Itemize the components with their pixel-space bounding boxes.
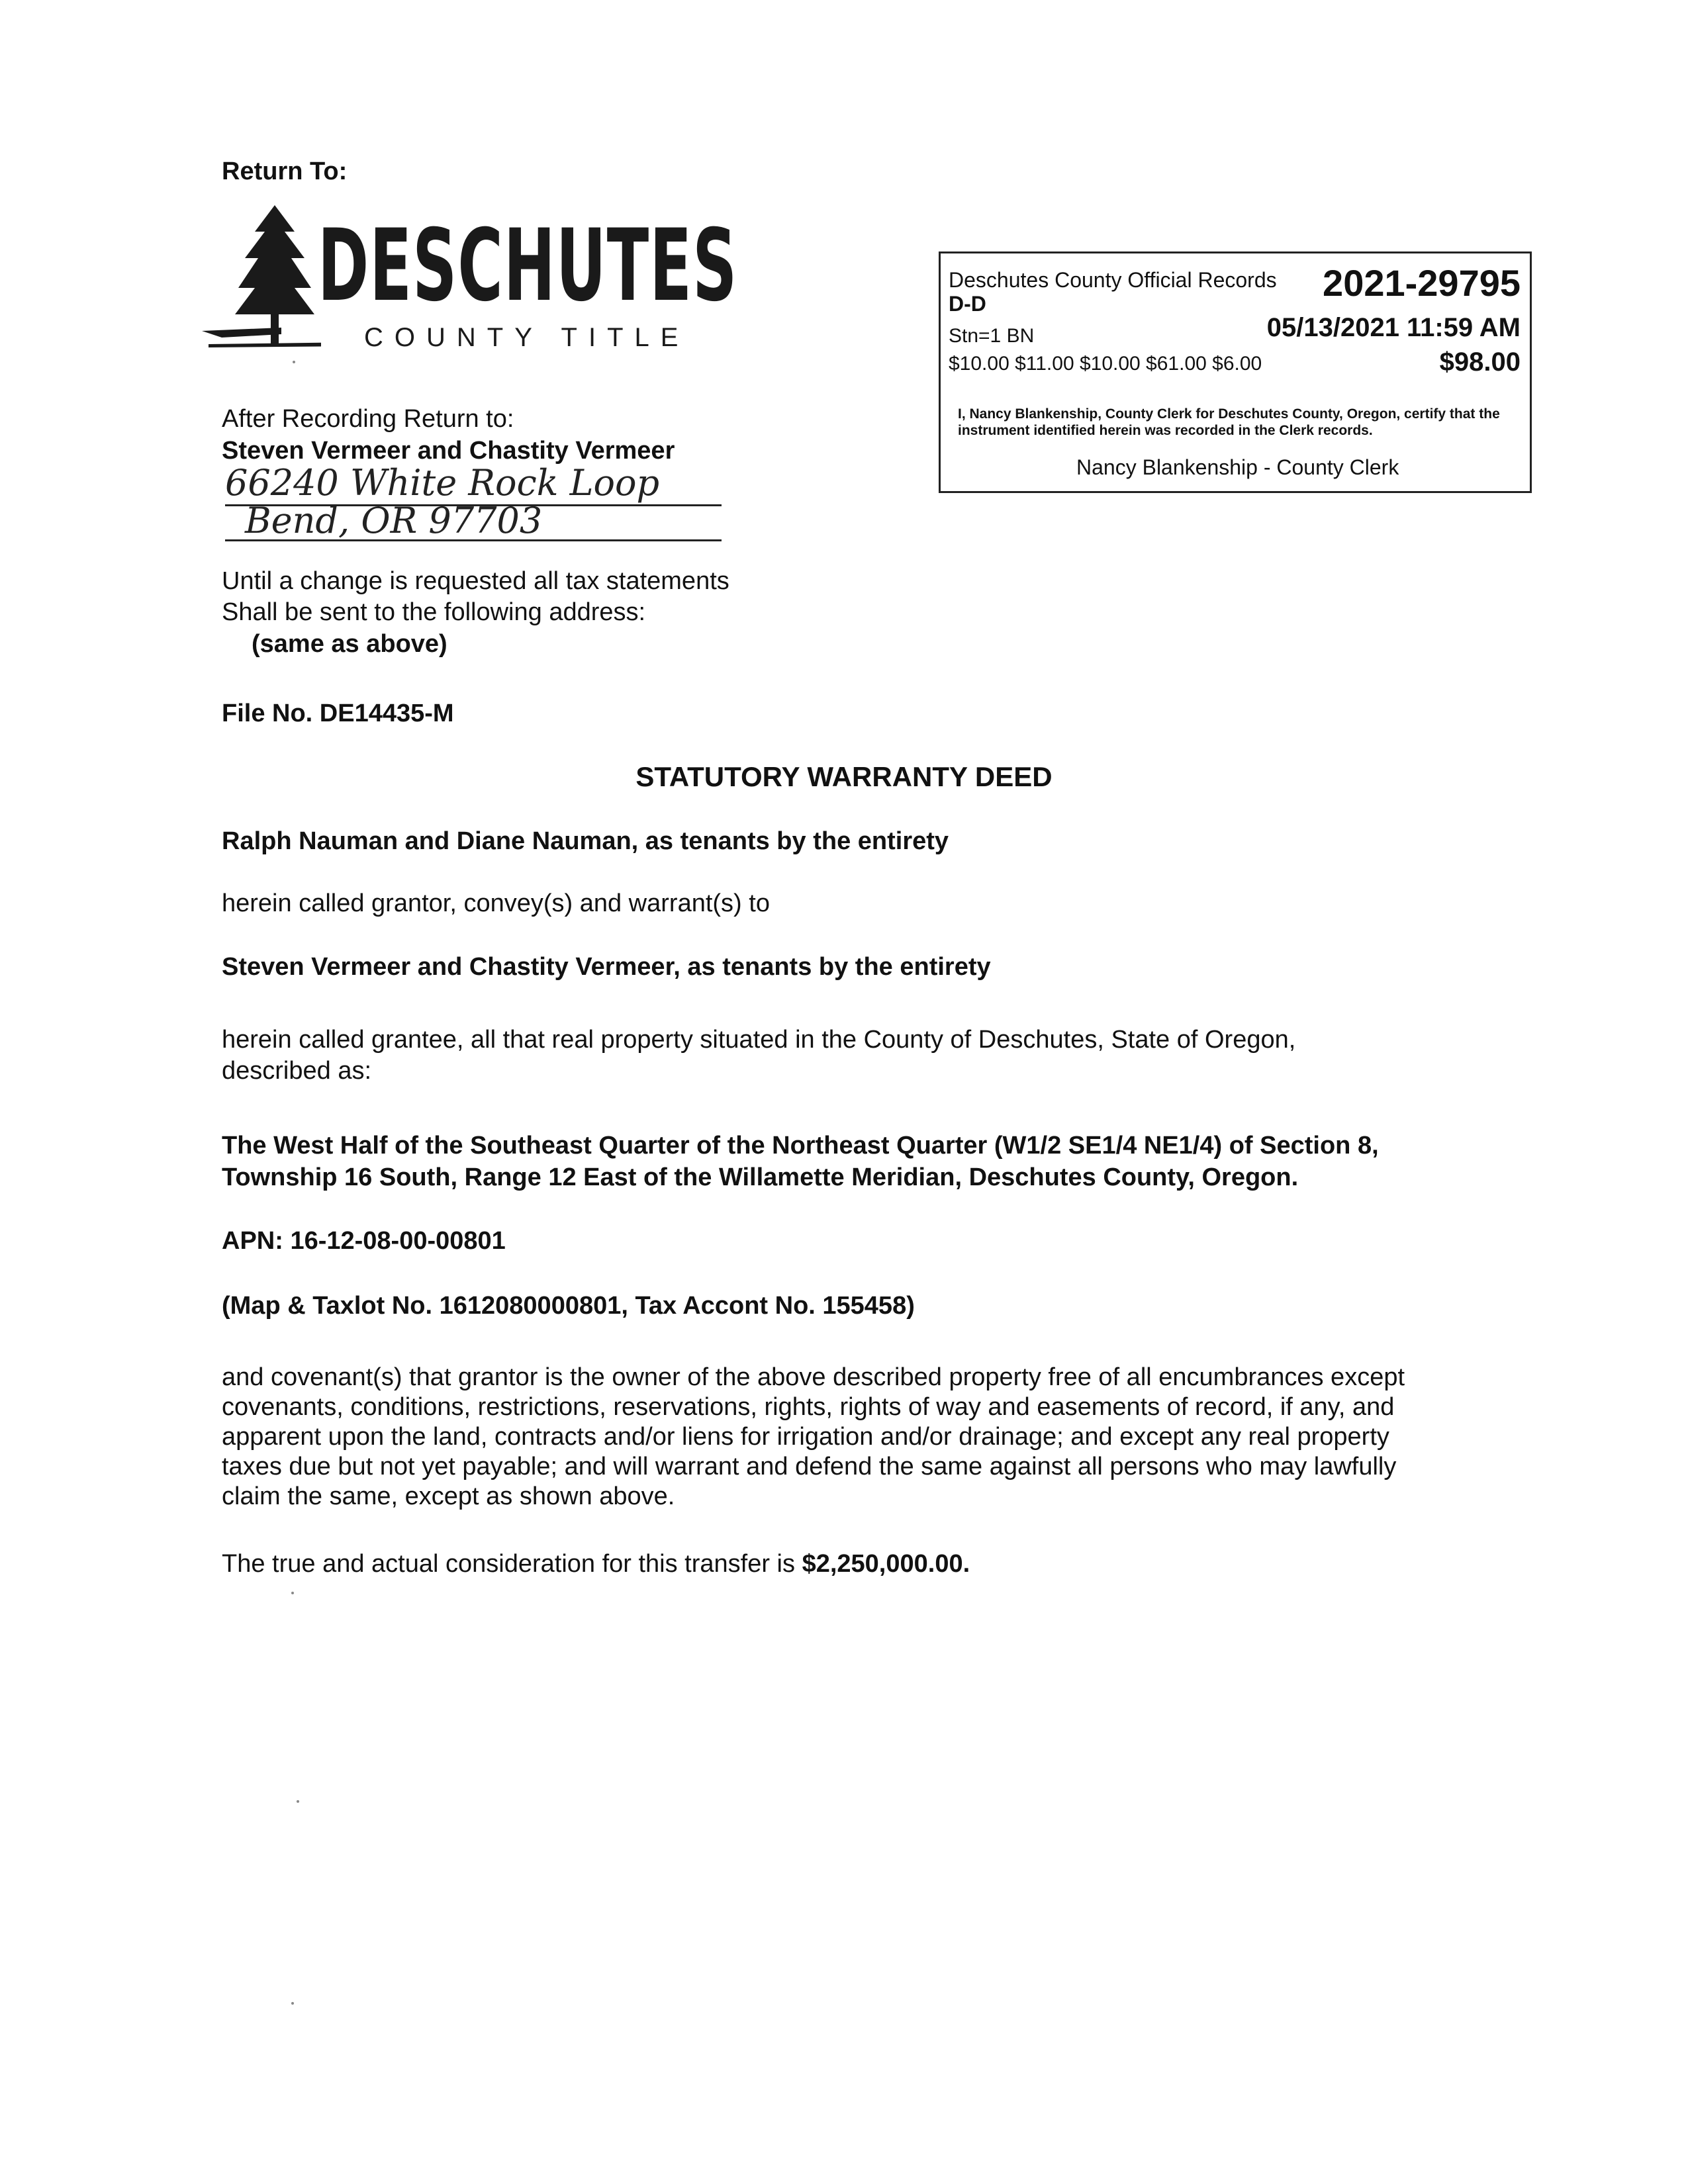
consideration-text: The true and actual consideration for this transfer is	[222, 1550, 796, 1578]
recording-stamp	[939, 251, 1532, 493]
legal-description-line1: The West Half of the Southeast Quarter of the Northeast Quarter (W1/2 SE1/4 NE1/4) of Section 8,	[222, 1132, 1379, 1160]
records-office: Deschutes County Official Records	[949, 268, 1277, 292]
consideration-statement	[222, 1549, 1519, 1579]
fee-total: $98.00	[1439, 347, 1521, 377]
consideration-amount: $2,250,000.00.	[802, 1550, 970, 1578]
taxlot-info: (Map & Taxlot No. 1612080000801, Tax Accont No. 155458)	[222, 1292, 915, 1320]
covenant-line3: apparent upon the land, contracts and/or liens for irrigation and/or drainage; and except any real property	[222, 1423, 1389, 1451]
tree-icon	[202, 202, 321, 347]
legal-description-line2: Township 16 South, Range 12 East of the Willamette Meridian, Deschutes County, Oregon.	[222, 1163, 1299, 1191]
return-to-label: Return To:	[222, 158, 348, 185]
tax-statement-line1: Until a change is requested all tax statements	[222, 567, 729, 595]
return-names: Steven Vermeer and Chastity Vermeer	[222, 437, 675, 465]
grantor-names: Ralph Nauman and Diane Nauman, as tenants by the entirety	[222, 827, 949, 855]
station: Stn=1 BN	[949, 325, 1035, 347]
scan-speck	[293, 361, 295, 363]
grantee-clause-line1: herein called grantee, all that real property situated in the County of Deschutes, State of Oregon,	[222, 1026, 1296, 1054]
scan-speck	[291, 1592, 294, 1594]
scan-speck	[291, 2002, 294, 2005]
document-type: D-D	[949, 292, 986, 316]
logo-subtitle: COUNTY TITLE	[364, 323, 690, 352]
deschutes-county-title-logo	[202, 202, 738, 374]
grantee-names: Steven Vermeer and Chastity Vermeer, as tenants by the entirety	[222, 953, 991, 981]
covenant-line1: and covenant(s) that grantor is the owner of the above described property free of all encumbrances except	[222, 1363, 1405, 1391]
logo-wordmark: DESCHUTES	[318, 208, 738, 324]
deed-title: STATUTORY WARRANTY DEED	[635, 761, 1053, 792]
tax-statement-line3: (same as above)	[252, 630, 447, 658]
handwritten-address-line2: Bend, OR 97703	[225, 503, 722, 541]
covenant-line4: taxes due but not yet payable; and will warrant and defend the same against all persons who may lawfully	[222, 1453, 1397, 1480]
clerk-certification: I, Nancy Blankenship, County Clerk for Deschutes County, Oregon, certify that the instrument identified herein was recorded in the Clerk records.	[958, 406, 1500, 438]
handwritten-address-line1: 66240 White Rock Loop	[225, 463, 722, 506]
document-number: 2021-29795	[1323, 262, 1521, 304]
convey-clause: herein called grantor, convey(s) and warrant(s) to	[222, 889, 770, 917]
apn: APN: 16-12-08-00-00801	[222, 1227, 506, 1255]
fee-list: $10.00 $11.00 $10.00 $61.00 $6.00	[949, 353, 1262, 375]
tax-statement-line2: Shall be sent to the following address:	[222, 598, 646, 626]
covenant-line2: covenants, conditions, restrictions, reservations, rights, rights of way and easements of record, if any, and	[222, 1393, 1395, 1421]
file-number: File No. DE14435-M	[222, 700, 454, 727]
recording-datetime: 05/13/2021 11:59 AM	[1266, 313, 1521, 342]
covenant-line5: claim the same, except as shown above.	[222, 1482, 675, 1510]
scan-speck	[297, 1800, 299, 1803]
grantee-clause-line2: described as:	[222, 1057, 372, 1085]
clerk-name: Nancy Blankenship - County Clerk	[1076, 455, 1399, 479]
after-recording-label: After Recording Return to:	[222, 405, 514, 433]
